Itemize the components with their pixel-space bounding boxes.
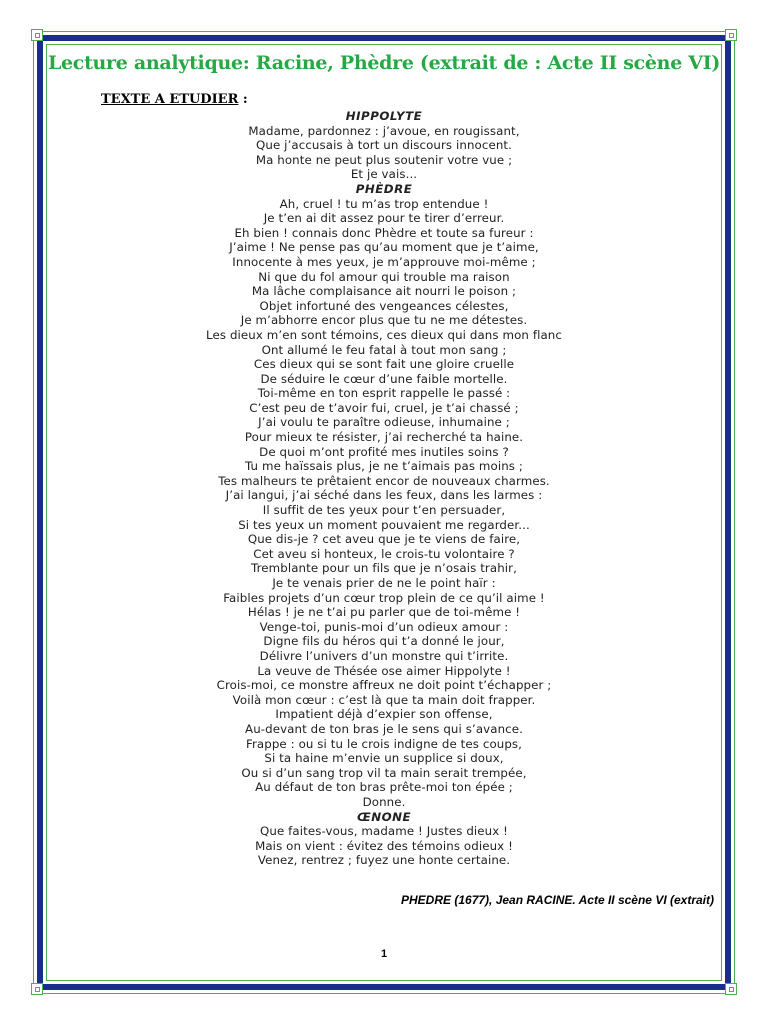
verse-line: Frappe : ou si tu le crois indigne de tes coups,	[245, 736, 523, 751]
verse-line: Impatient déjà d’expier son offense,	[275, 707, 493, 722]
verse-line: Ah, cruel ! tu m’as trop entendue !	[279, 196, 489, 211]
verse-line: Je m’abhorre encor plus que tu ne me détestes.	[240, 313, 528, 328]
verse-line: Je te venais prier de ne le point haïr :	[272, 576, 496, 590]
verse-line: J’aime ! Ne pense pas qu’au moment que je t’aime,	[229, 240, 539, 255]
verse-line: Venge-toi, punis-moi d’un odieux amour :	[259, 619, 509, 634]
verse-line: Tes malheurs te prêtaient encor de nouveaux charmes.	[218, 473, 550, 488]
page-title: Lecture analytique: Racine, Phèdre (extrait de : Acte II scène VI)	[47, 52, 721, 74]
verse-line: Que j’accusais à tort un discours innocent.	[256, 138, 512, 153]
corner-ornament-top-left	[31, 29, 43, 41]
verse-line: Donne.	[362, 794, 406, 809]
verse-line: Il suffit de tes yeux pour t’en persuader,	[262, 503, 506, 518]
verse-line: Madame, pardonnez : j’avoue, en rougissant,	[248, 123, 520, 138]
speaker-name: HIPPOLYTE	[345, 109, 423, 123]
verse-line: Que faites-vous, madame ! Justes dieux !	[260, 824, 508, 839]
verse-line: Délivre l’univers d’un monstre qui t’irrite.	[259, 648, 509, 663]
page-number: 1	[380, 948, 388, 960]
verse-line: Toi-même en ton esprit rappelle le passé :	[257, 386, 511, 401]
verse-line: Voilà mon cœur : c’est là que ta main doit frapper.	[232, 692, 536, 707]
verse-line: Objet infortuné des vengeances célestes,	[259, 298, 509, 313]
verse-line: Ma lâche complaisance ait nourri le poison ;	[251, 284, 517, 299]
verse-line: Cet aveu si honteux, le crois-tu volontaire ?	[253, 546, 515, 561]
verse-line: De séduire le cœur d’une faible mortelle.	[260, 371, 508, 386]
verse-line: Digne fils du héros qui t’a donné le jour,	[263, 634, 505, 649]
verse-line: Que dis-je ? cet aveu que je te viens de faire,	[247, 532, 521, 547]
source-citation: PHEDRE (1677), Jean RACINE. Acte II scène VI (extrait)	[401, 893, 714, 907]
verse-line: Pour mieux te résister, j’ai recherché ta haine.	[244, 430, 524, 445]
verse-line: Venez, rentrez ; fuyez une honte certaine.	[257, 853, 511, 868]
verse-line: Mais on vient : évitez des témoins odieux !	[255, 838, 513, 853]
verse-line: Ni que du fol amour qui trouble ma raison	[258, 269, 510, 284]
verse-line: Si tes yeux un moment pouvaient me regarder...	[238, 517, 530, 532]
verse-line: Ont allumé le feu fatal à tout mon sang ;	[261, 342, 507, 357]
verse-line: Ou si d’un sang trop vil ta main serait trempée,	[241, 765, 527, 780]
verse-line: J’ai voulu te paraître odieuse, inhumaine ;	[258, 415, 510, 430]
verse-line: Et je vais...	[350, 167, 418, 182]
verse-line: Faibles projets d’un cœur trop plein de ce qu’il aime !	[223, 590, 545, 605]
verse-line: Au-devant de ton bras je le sens qui s’avance.	[245, 721, 523, 736]
verse-line: C’est peu de t’avoir fui, cruel, je t’ai chassé ;	[249, 400, 519, 415]
corner-ornament-bottom-left	[31, 983, 43, 995]
verse-line: Crois-moi, ce monstre affreux ne doit point t’échapper ;	[216, 678, 552, 693]
verse-line: De quoi m’ont profité mes inutiles soins ?	[259, 444, 509, 459]
verse-line: La veuve de Thésée ose aimer Hippolyte !	[257, 663, 511, 678]
verse-line: Hélas ! je ne t’ai pu parler que de toi-même !	[247, 605, 521, 620]
verse-line: Ma honte ne peut plus soutenir votre vue ;	[255, 152, 513, 167]
section-heading	[101, 92, 248, 107]
verse-line: J’ai langui, j’ai séché dans les feux, dans les larmes :	[225, 488, 543, 503]
verse-line: Si ta haine m’envie un supplice si doux,	[264, 751, 504, 766]
poem-text	[0, 109, 768, 868]
verse-line: Je t’en ai dit assez pour te tirer d’erreur.	[263, 211, 505, 226]
speaker-name: PHÈDRE	[355, 181, 413, 196]
section-heading-colon: :	[238, 92, 248, 107]
verse-line: Innocente à mes yeux, je m’approuve moi-même ;	[232, 254, 536, 269]
verse-line: Tremblante pour un fils que je n’osais trahir,	[251, 561, 517, 576]
corner-ornament-top-right	[725, 29, 737, 41]
section-heading-label: TEXTE A ETUDIER	[101, 92, 239, 107]
speaker-name: ŒNONE	[356, 809, 412, 824]
corner-ornament-bottom-right	[725, 983, 737, 995]
verse-line: Eh bien ! connais donc Phèdre et toute sa fureur :	[234, 225, 534, 240]
verse-line: Au défaut de ton bras prête-moi ton épée ;	[255, 780, 513, 795]
verse-line: Tu me haïssais plus, je ne t’aimais pas moins ;	[245, 459, 523, 474]
verse-line: Ces dieux qui se sont fait une gloire cruelle	[253, 357, 515, 372]
verse-line: Les dieux m’en sont témoins, ces dieux qui dans mon flanc	[206, 327, 562, 342]
